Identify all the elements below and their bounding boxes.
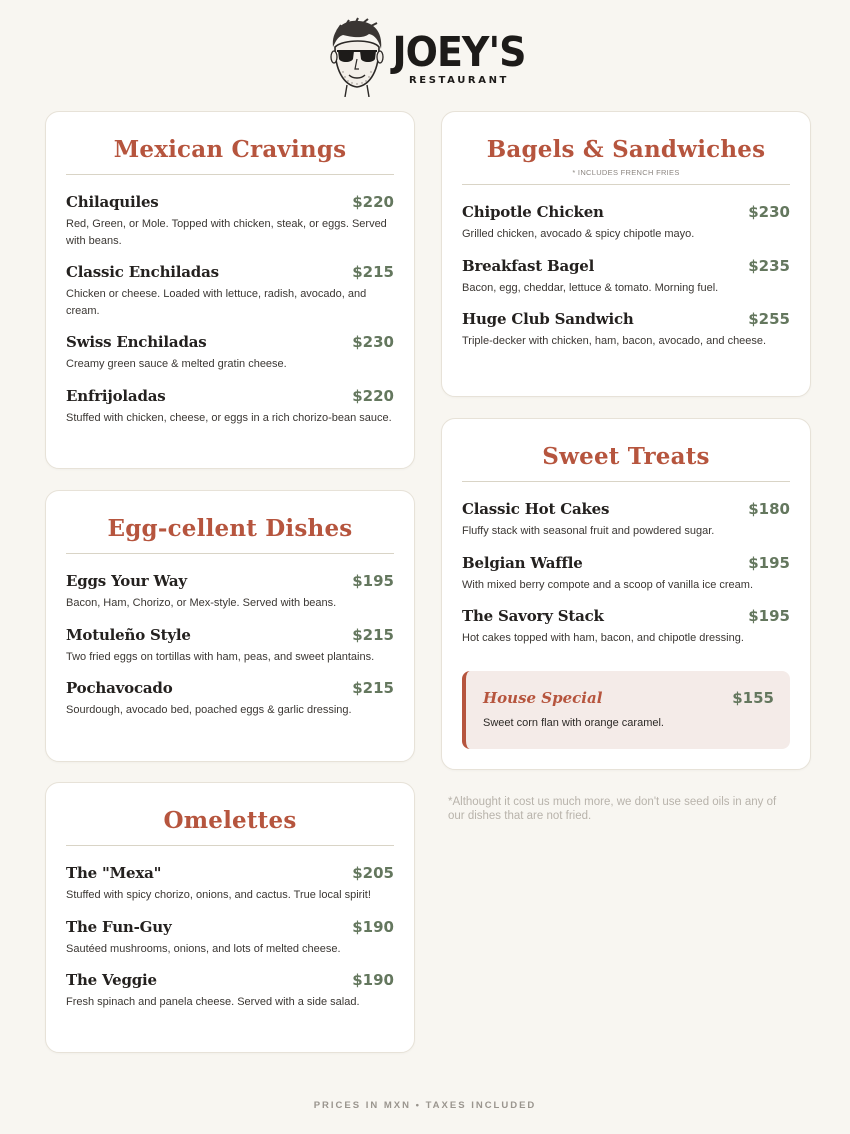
item-price: $190 bbox=[352, 917, 394, 936]
item-description: Chicken or cheese. Loaded with lettuce, radish, avocado, and cream. bbox=[66, 288, 367, 317]
item-price: $180 bbox=[748, 500, 790, 518]
item-name: Classic Enchiladas bbox=[66, 263, 219, 281]
item-price: $195 bbox=[352, 572, 394, 590]
divider bbox=[66, 553, 394, 554]
menu-item bbox=[66, 971, 394, 1011]
section-bagels-sandwiches bbox=[441, 111, 811, 397]
divider bbox=[66, 174, 394, 175]
divider bbox=[462, 481, 790, 482]
item-name: Breakfast Bagel bbox=[462, 256, 595, 275]
brand-name: JOEY'S bbox=[392, 28, 526, 76]
menu-item bbox=[462, 500, 790, 540]
item-description: Bacon, Ham, Chorizo, or Mex-style. Served with beans. bbox=[66, 597, 337, 609]
section-omelettes bbox=[45, 782, 415, 1053]
menu-item bbox=[66, 918, 394, 958]
item-description: Grilled chicken, avocado & spicy chipotle mayo. bbox=[462, 228, 695, 240]
item-price: $195 bbox=[748, 553, 790, 572]
item-description: Triple-decker with chicken, ham, bacon, avocado, and cheese. bbox=[462, 335, 767, 347]
section-title: Bagels & Sandwiches bbox=[486, 136, 766, 163]
section-egg-cellent-dishes bbox=[45, 490, 415, 762]
item-description: Stuffed with spicy chorizo, onions, and cactus. True local spirit! bbox=[66, 889, 371, 901]
item-description: Hot cakes topped with ham, bacon, and chipotle dressing. bbox=[462, 632, 744, 644]
item-description: Two fried eggs on tortillas with ham, peas, and sweet plantains. bbox=[66, 650, 375, 663]
item-price: $195 bbox=[748, 607, 790, 625]
menu-item bbox=[462, 203, 790, 243]
section-note: * INCLUDES FRENCH FRIES bbox=[572, 168, 680, 177]
item-description: Stuffed with chicken, cheese, or eggs in a rich chorizo-bean sauce. bbox=[66, 411, 392, 424]
item-name: Belgian Waffle bbox=[462, 553, 583, 572]
special-price: $155 bbox=[732, 689, 774, 707]
item-price: $220 bbox=[352, 193, 394, 211]
item-description: Creamy green sauce & melted gratin cheese. bbox=[66, 358, 287, 370]
item-price: $220 bbox=[352, 386, 394, 405]
item-price: $230 bbox=[748, 203, 790, 221]
item-description: Sourdough, avocado bed, poached eggs & garlic dressing. bbox=[66, 704, 352, 716]
item-name: Chilaquiles bbox=[66, 193, 159, 211]
item-name: The Veggie bbox=[66, 971, 157, 989]
item-price: $190 bbox=[352, 971, 394, 989]
item-name: Classic Hot Cakes bbox=[462, 500, 610, 518]
special-description: Sweet corn flan with orange caramel. bbox=[483, 717, 664, 729]
divider bbox=[66, 845, 394, 846]
menu-item bbox=[66, 679, 394, 719]
item-name: The "Mexa" bbox=[66, 864, 162, 882]
menu-item bbox=[462, 257, 790, 297]
item-name: Motuleño Style bbox=[66, 625, 191, 644]
item-name: The Savory Stack bbox=[462, 607, 604, 625]
item-price: $215 bbox=[352, 263, 394, 281]
item-price: $255 bbox=[748, 310, 790, 328]
section-sweet-treats bbox=[441, 418, 811, 770]
header bbox=[0, 14, 850, 100]
section-title: Sweet Treats bbox=[542, 443, 710, 470]
menu-item bbox=[462, 310, 790, 350]
item-price: $205 bbox=[352, 864, 394, 882]
footer-note: PRICES IN MXN • TAXES INCLUDED bbox=[313, 1100, 537, 1111]
item-price: $235 bbox=[748, 256, 790, 275]
section-title: Mexican Cravings bbox=[113, 136, 347, 163]
menu-item bbox=[66, 263, 394, 319]
section-title: Egg-cellent Dishes bbox=[107, 515, 353, 542]
brand-subtitle: RESTAURANT bbox=[409, 75, 509, 86]
section-mexican-cravings bbox=[45, 111, 415, 469]
divider bbox=[462, 184, 790, 185]
logo-text bbox=[392, 28, 526, 86]
item-description: Red, Green, or Mole. Topped with chicken, steak, or eggs. Served with beans. bbox=[66, 218, 387, 247]
item-price: $215 bbox=[352, 625, 394, 644]
menu-item bbox=[66, 193, 394, 249]
house-special-box bbox=[462, 671, 790, 749]
item-name: The Fun-Guy bbox=[66, 917, 172, 936]
chef-portrait-icon bbox=[325, 17, 387, 97]
item-name: Chipotle Chicken bbox=[462, 203, 604, 221]
menu-item bbox=[66, 626, 394, 666]
item-description: Fresh spinach and panela cheese. Served with a side salad. bbox=[66, 996, 360, 1008]
item-price: $215 bbox=[352, 679, 394, 697]
menu-item bbox=[66, 572, 394, 612]
menu-item bbox=[462, 607, 790, 647]
item-description: Sautéed mushrooms, onions, and lots of melted cheese. bbox=[66, 942, 341, 955]
item-description: Fluffy stack with seasonal fruit and powdered sugar. bbox=[462, 525, 715, 537]
section-title: Omelettes bbox=[163, 807, 297, 834]
special-name: House Special bbox=[483, 689, 603, 707]
item-name: Swiss Enchiladas bbox=[66, 333, 207, 351]
item-price: $230 bbox=[352, 333, 394, 351]
item-description: With mixed berry compote and a scoop of vanilla ice cream. bbox=[462, 578, 754, 591]
item-name: Huge Club Sandwich bbox=[462, 310, 634, 328]
menu-item bbox=[66, 333, 394, 373]
item-name: Enfrijoladas bbox=[66, 386, 166, 405]
menu-item bbox=[66, 387, 394, 427]
menu-item bbox=[66, 864, 394, 904]
item-description: Bacon, egg, cheddar, lettuce & tomato. Morning fuel. bbox=[462, 281, 719, 294]
item-name: Eggs Your Way bbox=[66, 572, 187, 590]
item-name: Pochavocado bbox=[66, 679, 173, 697]
menu-item bbox=[462, 554, 790, 594]
seed-oil-footnote: *Althought it cost us much more, we don't use seed oils in any of our dishes that are not fried. bbox=[448, 796, 777, 822]
